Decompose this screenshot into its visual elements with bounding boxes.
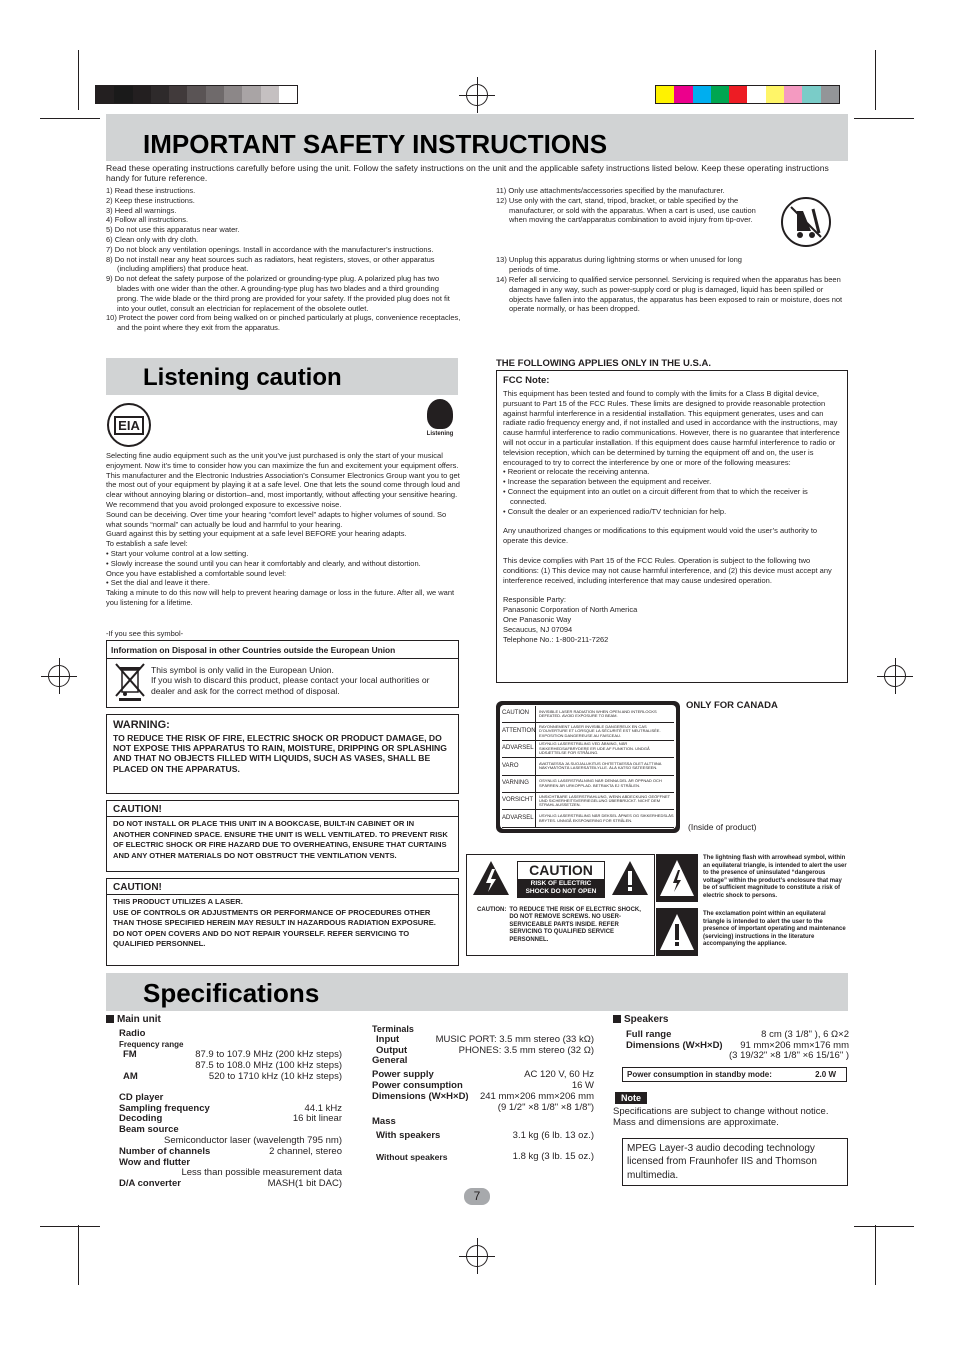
fcc-party-line: Telephone No.: 1-800-211-7262 bbox=[503, 634, 609, 644]
exclamation-explanation: The exclamation point within an equilateral triangle is intended to alert the user to the presence of important operating and maintenance (servicing) instructions in the literature accompanying the appliance. bbox=[703, 911, 846, 948]
canada-label-text: INVISIBLE LASER RADIATION WHEN OPEN AND INTERLOCKS DEFEATED. AVOID EXPOSURE TO BEAM. bbox=[539, 709, 657, 719]
symbol-note: -If you see this symbol- bbox=[106, 629, 184, 638]
safety-item: 13) Unplug this apparatus during lightning storms or when unused for long periods of time. bbox=[496, 255, 742, 274]
dimensions-label: Dimensions (W×H×D) bbox=[372, 1090, 469, 1102]
gray-swatch bbox=[114, 86, 132, 103]
speaker-dimensions-value: 91 mm×206 mm×176 mm bbox=[740, 1039, 849, 1051]
listening-paragraph: • Set the dial and leave it there. bbox=[106, 578, 210, 588]
registration-mark-left bbox=[48, 665, 70, 687]
caution-laser-line: THIS PRODUCT UTILIZES A LASER. bbox=[113, 897, 243, 906]
canada-laser-label bbox=[502, 758, 674, 775]
beam-label: Beam source bbox=[119, 1124, 179, 1136]
input-value: MUSIC PORT: 3.5 mm stereo (33 kΩ) bbox=[435, 1033, 594, 1045]
am-label: AM bbox=[123, 1070, 138, 1082]
canada-label-tag: ADVARSEL bbox=[502, 741, 536, 757]
canada-label-panel bbox=[496, 701, 680, 833]
full-range-label: Full range bbox=[626, 1028, 672, 1040]
canada-label-text: USYNLIG LASERSTRÅLING VED ÅBNING, NÅR SIKKERHEDSAFBRYDERE ER UDE AF FUNKTION. UNDGÅ UDSÆTTELSE FOR STRÅLING. bbox=[539, 742, 650, 756]
color-swatch bbox=[802, 86, 820, 103]
listening-paragraph: Guard against this by setting your equipment at a safe level BEFORE your hearing adapts. bbox=[106, 529, 407, 539]
gray-swatch bbox=[151, 86, 169, 103]
fm-label: FM bbox=[123, 1049, 137, 1061]
section-bullet-icon bbox=[106, 1015, 114, 1023]
listening-band bbox=[106, 358, 458, 395]
dimensions-value: 241 mm×206 mm×206 mm bbox=[479, 1090, 594, 1102]
speakers-heading: Speakers bbox=[624, 1014, 669, 1025]
safety-item: 11) Only use attachments/accessories specified by the manufacturer. bbox=[496, 186, 725, 195]
shock-label bbox=[466, 854, 655, 956]
gray-swatch bbox=[261, 86, 279, 103]
mass-heading: Mass bbox=[372, 1116, 396, 1128]
lightning-explanation: The lightning flash with arrowhead symbol, within an equilateral triangle, is intended to alert the user to the presence of uninsulated “dangerous voltage” within the product’s enclosure that may be of sufficient magnitude to constitute a risk of electric shock to persons. bbox=[703, 855, 847, 899]
page-number-text: 7 bbox=[473, 1189, 481, 1203]
color-swatch bbox=[693, 86, 711, 103]
fcc-bullet: • Increase the separation between the equipment and receiver. bbox=[503, 477, 712, 487]
output-value: PHONES: 3.5 mm stereo (32 Ω) bbox=[458, 1044, 594, 1056]
fcc-party-line: Panasonic Corporation of North America bbox=[503, 605, 638, 615]
lightning-triangle-icon bbox=[656, 854, 698, 907]
specs-main-unit bbox=[106, 1015, 342, 1190]
crop-mark bbox=[40, 118, 100, 119]
listening-paragraph: Selecting fine audio equipment such as the unit you’ve just purchased is only the start of your musical enjoyment. Now it’s time to consider how you can maximize the fun and excitement your equipment offers. This manufacturer and the Electronic Industries Association’s Consumer Electronics Group want you to get the most out of your equipment by playing it at a safe level. One that lets the sound come through loud and clear without annoying blaring or distortion–and, most importantly, without affecting your sensitive hearing. bbox=[106, 451, 460, 500]
color-bar bbox=[655, 85, 840, 104]
note-line-1: Specifications are subject to change without notice. bbox=[613, 1106, 829, 1117]
safety-item: 2) Keep these instructions. bbox=[106, 195, 195, 205]
safety-item: 6) Clean only with dry cloth. bbox=[106, 234, 199, 244]
specs-title: Specifications bbox=[143, 978, 320, 1008]
registration-mark-bottom bbox=[466, 1245, 488, 1267]
eia-logo-text: EIA bbox=[114, 416, 144, 435]
beam-value: Semiconductor laser (wavelength 795 nm) bbox=[164, 1134, 342, 1146]
section-bullet-icon bbox=[613, 1015, 621, 1023]
gray-swatch bbox=[187, 86, 205, 103]
color-swatch bbox=[747, 86, 765, 103]
safety-item: 5) Do not use this apparatus near water. bbox=[106, 225, 240, 235]
canada-note: (Inside of product) bbox=[688, 822, 757, 832]
canada-laser-label bbox=[502, 776, 674, 793]
safety-band bbox=[106, 114, 848, 161]
note-badge: Note bbox=[615, 1092, 647, 1104]
safety-list-right bbox=[496, 186, 774, 225]
canada-label-text: OSYNLIG LASERSTRÅLNING NÄR DENNA DEL ÄR ÖPPNAD OCH SPÄRREN ÄR URKOPPLAD. BETRAKTA EJ STRÅLEN. bbox=[539, 779, 662, 788]
crop-mark bbox=[78, 50, 79, 110]
am-value: 520 to 1710 kHz (10 kHz steps) bbox=[208, 1070, 342, 1082]
listening-paragraph: Sound can be deceiving. Over time your hearing “comfort level” adapts to higher volumes of sound. So what sounds “normal” can actually be loud and harmful to your hearing. bbox=[106, 509, 447, 529]
wow-label: Wow and flutter bbox=[119, 1156, 191, 1168]
standby-value: 2.0 W bbox=[815, 1070, 836, 1079]
fcc-bullet: • Connect the equipment into an outlet on a circuit different from that to which the receiver is connected. bbox=[503, 486, 808, 506]
main-unit-heading: Main unit bbox=[117, 1014, 161, 1025]
fcc-paragraph: Any unauthorized changes or modifications to this equipment would void the user’s authority to operate this device. bbox=[503, 526, 818, 546]
channels-value: 2 channel, stereo bbox=[269, 1145, 342, 1157]
input-label: Input bbox=[376, 1033, 400, 1045]
color-swatch bbox=[821, 86, 839, 103]
crop-mark bbox=[78, 1225, 79, 1285]
power-supply-label: Power supply bbox=[372, 1069, 434, 1081]
general-heading: General bbox=[372, 1055, 408, 1067]
shock-caution-word: CAUTION bbox=[529, 862, 593, 878]
crop-mark bbox=[40, 1226, 100, 1227]
canada-label-tag: CAUTION bbox=[502, 706, 536, 722]
gray-swatch bbox=[96, 86, 114, 103]
gray-swatch bbox=[242, 86, 260, 103]
listening-logo bbox=[422, 399, 458, 445]
mpeg-notice bbox=[622, 1138, 848, 1186]
color-swatch bbox=[784, 86, 802, 103]
with-speakers-value: 3.1 kg (6 lb. 13 oz.) bbox=[512, 1130, 594, 1142]
disposal-divider bbox=[107, 658, 458, 659]
fcc-heading: THE FOLLOWING APPLIES ONLY IN THE U.S.A. bbox=[496, 358, 711, 369]
registration-mark-top bbox=[466, 84, 488, 106]
canada-laser-label bbox=[502, 706, 674, 723]
wow-value: Less than possible measurement data bbox=[181, 1167, 342, 1179]
gray-swatch bbox=[169, 86, 187, 103]
listening-paragraph: • Slowly increase the sound until you can hear it comfortably and clearly, and without distortion. bbox=[106, 558, 421, 568]
fcc-paragraph: This device complies with Part 15 of the FCC Rules. Operation is subject to the following two conditions: (1) This device may not cause harmful interference, and (2) this device must accept any interference received, including interference that may cause undesired operation. bbox=[503, 555, 832, 585]
color-swatch bbox=[711, 86, 729, 103]
fcc-party-line: One Panasonic Way bbox=[503, 614, 572, 624]
caution-laser-box bbox=[106, 878, 459, 966]
safety-item: 12) Use only with the cart, stand, tripod, bracket, or table specified by the manufacturer, or sold with the apparatus. When a cart is used, use caution when moving the cart/apparatus combination to avoid injury from tip-over. bbox=[496, 195, 756, 225]
registration-mark-right bbox=[884, 665, 906, 687]
color-swatch bbox=[766, 86, 784, 103]
fcc-bullets bbox=[503, 467, 841, 516]
disposal-box bbox=[106, 640, 459, 708]
listening-body bbox=[106, 451, 460, 608]
safety-item: 3) Heed all warnings. bbox=[106, 205, 177, 215]
decoding-value: 16 bit linear bbox=[292, 1113, 342, 1125]
shock-caution-label: CAUTION: bbox=[477, 907, 507, 913]
full-range-value: 8 cm (3 1/8" ), 6 Ω×2 bbox=[761, 1028, 849, 1040]
fcc-box bbox=[496, 370, 848, 683]
canada-label-text: AVATTAESSA JA SUOJALUKITUS OHITETTAESSA OLET ALTTIINA NÄKYMÄTÖNTÄ LASERSÄTEILYLLE. ÄLÄ KATSO SÄTEESEEN. bbox=[539, 761, 662, 771]
safety-item: 9) Do not defeat the safety purpose of the polarized or grounding-type plug. A polarized plug has two blades with one wider than the other. A grounding-type plug has two blades and a third grounding prong. The wide blade or the third prong are provided for your safety. If the provided plug does not fit into your outlet, consult an electrician for replacement of the obsolete outlet. bbox=[106, 274, 450, 313]
power-cons-value: 16 W bbox=[571, 1079, 594, 1091]
power-cons-label: Power consumption bbox=[372, 1079, 463, 1091]
listening-paragraph: To establish a safe level: bbox=[106, 539, 188, 549]
crop-mark bbox=[854, 1226, 914, 1227]
without-speakers-label: Without speakers bbox=[376, 1151, 448, 1162]
with-speakers-label: With speakers bbox=[376, 1130, 441, 1142]
sampling-label: Sampling frequency bbox=[119, 1102, 210, 1114]
safety-title: IMPORTANT SAFETY INSTRUCTIONS bbox=[143, 129, 608, 159]
caution-laser-line: USE OF CONTROLS OR ADJUSTMENTS OR PERFORMANCE OF PROCEDURES OTHER THAN THOSE SPECIFIED HEREIN MAY RESULT IN HAZARDOUS RADIATION EXPOSURE. bbox=[113, 907, 436, 928]
fcc-title: FCC Note: bbox=[503, 375, 550, 386]
da-label: D/A converter bbox=[119, 1178, 181, 1190]
da-value: MASH(1 bit DAC) bbox=[267, 1178, 342, 1190]
crop-mark bbox=[875, 1225, 876, 1285]
safety-item: 1) Read these instructions. bbox=[106, 186, 196, 195]
standby-label: Power consumption in standby mode: bbox=[627, 1070, 772, 1079]
gray-swatch bbox=[133, 86, 151, 103]
warning-box bbox=[106, 714, 459, 794]
sampling-value: 44.1 kHz bbox=[304, 1102, 342, 1114]
cd-heading: CD player bbox=[119, 1091, 164, 1103]
canada-laser-label bbox=[502, 793, 674, 810]
warning-title: WARNING: bbox=[113, 719, 170, 731]
speaker-dimensions-label: Dimensions (W×H×D) bbox=[626, 1039, 723, 1051]
note-line-2: Mass and dimensions are approximate. bbox=[613, 1116, 779, 1128]
output-label: Output bbox=[376, 1044, 408, 1056]
disposal-title: Information on Disposal in other Countries outside the European Union bbox=[111, 645, 396, 655]
listening-paragraph: Once you have established a comfortable sound level: bbox=[106, 568, 287, 578]
caution-title: CAUTION! bbox=[113, 882, 162, 893]
caution-divider bbox=[107, 894, 458, 895]
fcc-responsible-party bbox=[503, 595, 841, 644]
safety-item: 8) Do not install near any heat sources such as radiators, heat registers, stoves, or other apparatus (including amplifiers) that produce heat. bbox=[106, 254, 435, 274]
canada-label-tag: ATTENTION bbox=[502, 723, 536, 739]
specs-speakers bbox=[613, 1015, 849, 1062]
warning-body: TO REDUCE THE RISK OF FIRE, ELECTRIC SHOCK OR PRODUCT DAMAGE, DO NOT EXPOSE THIS APPARATUS TO RAIN, MOISTURE, DRIPPING OR SPLASHING AND THAT NO OBJECTS FILLED WITH LIQUIDS, SUCH AS VASES, SHALL BE PLACED ON THE APPARATUS. bbox=[113, 733, 447, 774]
listening-logo-text: Listening bbox=[426, 431, 454, 437]
fcc-paragraph: This equipment has been tested and found to comply with the limits for a Class B digital device, pursuant to Part 15 of the FCC Rules. These limits are designed to provide reasonable protection against harmful interference in a residential installation. This equipment generates, uses and can radiate radio frequency energy and, if not installed and used in accordance with the instructions, may cause harmful interference to radio communications. However, there is no guarantee that interference will not occur in a particular installation. If this equipment does cause harmful interference to radio or television reception, which can be determined by turning the equipment off and on, the user is encouraged to try to correct the interference by one or more of the following measures: bbox=[503, 389, 840, 467]
gray-swatch bbox=[224, 86, 242, 103]
canada-heading: ONLY FOR CANADA bbox=[686, 700, 778, 711]
canada-laser-label bbox=[502, 810, 674, 827]
fcc-bullet: • Reorient or relocate the receiving antenna. bbox=[503, 467, 650, 477]
safety-item: 10) Protect the power cord from being walked on or pinched particularly at plugs, convenience receptacles, and the point where they exit from the apparatus. bbox=[106, 313, 461, 333]
shock-risk-text: RISK OF ELECTRIC SHOCK DO NOT OPEN bbox=[518, 879, 604, 897]
listening-title: Listening caution bbox=[143, 364, 342, 391]
standby-power-box bbox=[622, 1067, 847, 1082]
crop-mark bbox=[854, 118, 914, 119]
exclamation-triangle-icon bbox=[656, 908, 698, 961]
fcc-party-line: Responsible Party: bbox=[503, 595, 566, 605]
crop-mark bbox=[875, 50, 876, 110]
speaker-dimensions-imperial: (3 19/32" ×8 1/8" ×6 15/16" ) bbox=[729, 1050, 849, 1062]
fm-value-2: 87.5 to 108.0 MHz (100 kHz steps) bbox=[195, 1060, 342, 1072]
caution-laser-line: DO NOT OPEN COVERS AND DO NOT REPAIR YOURSELF. REFER SERVICING TO QUALIFIED PERSONNEL. bbox=[113, 928, 410, 949]
exclamation-triangle-icon bbox=[610, 859, 650, 904]
shock-caution-text: TO REDUCE THE RISK OF ELECTRIC SHOCK, DO NOT REMOVE SCREWS. NO USER-SERVICEABLE PARTS INSIDE. REFER SERVICING TO QUALIFIED SERVICE PERSONNEL. bbox=[509, 907, 641, 943]
specs-terminals-general bbox=[372, 1024, 594, 1163]
radio-heading: Radio bbox=[119, 1027, 146, 1039]
safety-item: 7) Do not block any ventilation openings. Install in accordance with the manufacturer’s instructions. bbox=[106, 244, 434, 254]
page-number bbox=[464, 1188, 490, 1205]
without-speakers-value: 1.8 kg (3 lb. 15 oz.) bbox=[512, 1150, 594, 1162]
terminals-heading: Terminals bbox=[372, 1024, 414, 1034]
gray-swatch bbox=[279, 86, 297, 103]
color-swatch bbox=[674, 86, 692, 103]
mpeg-text: MPEG Layer-3 audio decoding technology licensed from Fraunhofer IIS and Thomson multimedia. bbox=[627, 1143, 817, 1181]
fcc-party-line: Secaucus, NJ 07094 bbox=[503, 624, 573, 634]
fcc-bullet: • Consult the dealer or an experienced radio/TV technician for help. bbox=[503, 506, 727, 516]
disposal-line-1: This symbol is only valid in the European Union. bbox=[151, 665, 334, 675]
listening-paragraph: • Start your volume control at a low setting. bbox=[106, 548, 249, 558]
fm-value-1: 87.9 to 107.9 MHz (200 kHz steps) bbox=[195, 1049, 342, 1061]
decoding-label: Decoding bbox=[119, 1113, 163, 1125]
specs-band bbox=[106, 973, 848, 1011]
safety-list-left bbox=[106, 186, 462, 333]
listening-paragraph: Taking a minute to do this now will help to prevent hearing damage or loss in the future. After all, we want you listening for a lifetime. bbox=[106, 588, 455, 607]
grayscale-bar bbox=[95, 85, 298, 104]
eia-logo bbox=[107, 403, 151, 447]
freq-range-label: Frequency range bbox=[119, 1039, 184, 1049]
canada-label-tag: ADVARSEL bbox=[502, 810, 536, 826]
caution-body: DO NOT INSTALL OR PLACE THIS UNIT IN A BOOKCASE, BUILT-IN CABINET OR IN ANOTHER CONFINED SPACE. ENSURE THE UNIT IS WELL VENTILATED. TO PREVENT RISK OF ELECTRIC SHOCK OR FIRE HAZARD DUE TO OVERHEATING, ENSURE THAT CURTAINS AND ANY OTHER MATERIALS DO NOT OBSTRUCT THE VENTILATION VENTS. bbox=[113, 819, 448, 860]
disposal-line-2: If you wish to discard this product, please contact your local authorities or dealer and ask for the correct method of disposal. bbox=[151, 675, 430, 696]
canada-label-text: RAYONNEMENT LASER INVISIBLE DANGEREUX EN CAS D’OUVERTURE ET LORSQUE LA SÉCURITÉ EST NEUTRALISÉE. EXPOSITION DANGEREUSE AU FAISCEAU. bbox=[539, 724, 661, 738]
safety-item: 14) Refer all servicing to qualified service personnel. Servicing is required when the apparatus has been damaged in any way, such as power-supply cord or plug is damaged, liquid has been spilled or objects have fallen into the apparatus, the apparatus has been exposed to rain or moisture, does not operate normally, or has been dropped. bbox=[496, 275, 843, 314]
canada-laser-label bbox=[502, 723, 674, 740]
dimensions-value-imperial: (9 1/2" ×8 1/8" ×8 1/8") bbox=[497, 1101, 594, 1113]
canada-label-tag: VARO bbox=[502, 758, 536, 774]
channels-label: Number of channels bbox=[119, 1145, 211, 1157]
canada-label-tag: VARNING bbox=[502, 776, 536, 792]
safety-item: 4) Follow all instructions. bbox=[106, 215, 189, 225]
caution-divider bbox=[107, 816, 458, 817]
caution-title: CAUTION! bbox=[113, 804, 162, 815]
canada-laser-label bbox=[502, 741, 674, 758]
caution-laser-body bbox=[113, 897, 452, 950]
safety-intro: Read these operating instructions carefully before using the unit. Follow the safety instructions on the unit and the applicable safety instructions listed below. Keep these operating instructions handy for future reference. bbox=[106, 163, 829, 184]
color-swatch bbox=[656, 86, 674, 103]
color-swatch bbox=[729, 86, 747, 103]
canada-label-text: UNSICHTBARE LASERSTRAHLUNG, WENN ABDECKUNG GEÖFFNET UND SICHERHEITSVERRIEGELUNG ÜBERBRÜCKT. NICHT DEM STRAHL AUSSETZEN. bbox=[539, 794, 671, 808]
canada-label-text: USYNLIG LASERSTRÅLING NÅR DEKSEL ÅPNES OG SIKKERHEDSLÅS BRYTES. UNNGÅ EKSPONERING FOR STRÅLEN. bbox=[539, 814, 674, 823]
caution-ventilation-box bbox=[106, 800, 459, 872]
canada-label-tag: VORSICHT bbox=[502, 793, 536, 809]
gray-swatch bbox=[206, 86, 224, 103]
wheelie-bin-icon bbox=[113, 661, 147, 701]
listening-paragraph: We recommend that you avoid prolonged exposure to excessive noise. bbox=[106, 499, 342, 509]
cart-warning-icon bbox=[781, 197, 831, 247]
power-supply-value: AC 120 V, 60 Hz bbox=[524, 1069, 594, 1081]
lightning-triangle-icon bbox=[471, 859, 511, 904]
